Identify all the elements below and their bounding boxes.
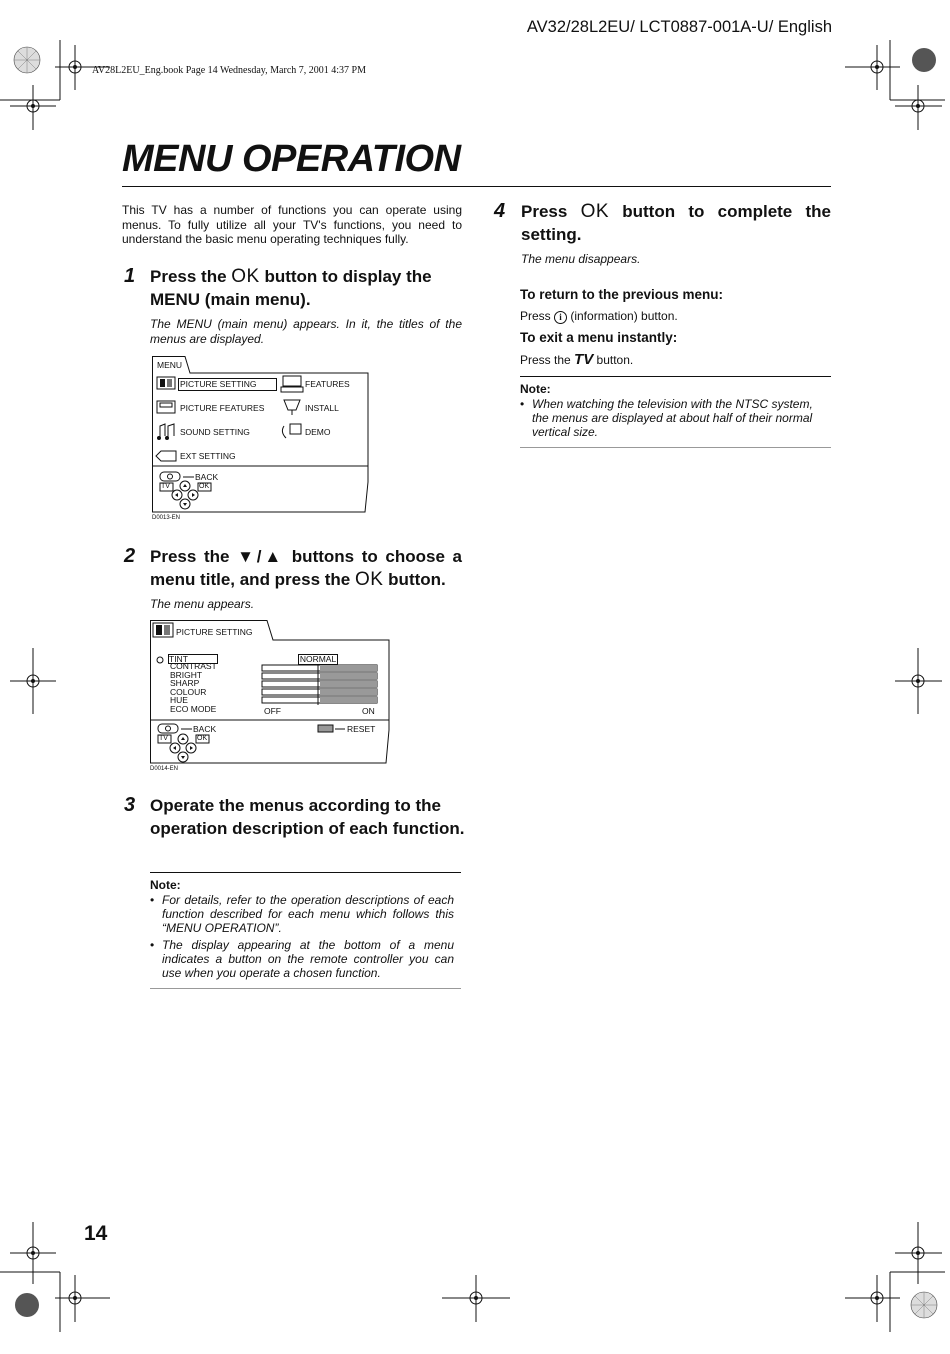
item-eco-mode[interactable]: ECO MODE — [170, 703, 217, 714]
step-3-number: 3 — [124, 794, 136, 816]
step-1-number: 1 — [124, 265, 136, 287]
back-label: BACK — [195, 472, 219, 482]
picture-setting-tab-label: PICTURE SETTING — [176, 627, 253, 637]
item-tint[interactable]: TINT — [168, 654, 218, 664]
item-bright[interactable]: BRIGHT — [170, 669, 203, 680]
step-2-description: The menu appears. — [150, 597, 255, 611]
note-left-top-rule — [150, 872, 461, 873]
note-left-title: Note: — [150, 878, 181, 892]
menu-item-ext-setting[interactable]: EXT SETTING — [180, 451, 236, 461]
step-1-description: The MENU (main menu) appears. In it, the titles of the menus are displayed. — [150, 317, 462, 346]
return-menu-text: Press i (information) button. — [520, 309, 678, 323]
book-line: AV28L2EU_Eng.book Page 14 Wednesday, March 7, 2001 4:37 PM — [92, 65, 366, 76]
step-4-description: The menu disappears. — [521, 252, 641, 266]
menu-item-picture-features[interactable]: PICTURE FEATURES — [180, 403, 265, 413]
step-4-number: 4 — [494, 200, 506, 222]
return-menu-heading: To return to the previous menu: — [520, 287, 724, 302]
tint-value: NORMAL — [299, 654, 337, 664]
note-right-title: Note: — [520, 382, 551, 396]
picture-item-list — [170, 662, 217, 713]
item-contrast[interactable]: CONTRAST — [170, 661, 217, 671]
info-icon: i — [554, 311, 567, 324]
step-4-heading: Press OK button to complete the setting. — [521, 201, 831, 244]
ok-button-glyph: OK — [231, 266, 260, 287]
figure-code-1: D0013-EN — [152, 515, 181, 521]
note-left-bottom-rule — [150, 988, 461, 989]
note-right-item: • When watching the television with the NTSC system, the menus are displayed at about half of their normal vertical size. — [520, 397, 813, 439]
picture-setting-osd — [150, 620, 395, 768]
item-sharp[interactable]: SHARP — [170, 678, 200, 688]
menu-item-install[interactable]: INSTALL — [305, 403, 339, 413]
model-line: AV32/28L2EU/ LCT0887-001A-U/ English — [526, 18, 832, 36]
on-label: ON — [362, 706, 375, 716]
menu-item-demo[interactable]: DEMO — [305, 427, 331, 437]
down-up-arrows: ▼/▲ — [237, 547, 285, 566]
step-1-heading: Press the OK button to display the MENU (main menu). — [150, 266, 432, 309]
ok-button-glyph: OK — [580, 201, 610, 222]
page-number: 14 — [84, 1222, 108, 1245]
note-left-list — [150, 893, 454, 980]
item-colour[interactable]: COLOUR — [170, 686, 207, 697]
off-label: OFF — [264, 706, 281, 716]
note-left-item: • For details, refer to the operation descriptions of each function described for each menu which follows this “MENU OPERATION”. — [150, 893, 454, 935]
note-right-list — [520, 397, 825, 439]
step-3-heading: Operate the menus according to the operation description of each function. — [150, 796, 465, 838]
item-hue[interactable]: HUE — [170, 695, 188, 705]
exit-menu-text: Press the TV button. — [520, 351, 634, 368]
reset-label: RESET — [347, 724, 376, 734]
menu-item-picture-setting[interactable]: PICTURE SETTING — [178, 378, 277, 391]
tv-key-label: TV — [161, 483, 170, 490]
note-right-top-rule — [520, 376, 831, 377]
main-menu-osd — [152, 356, 372, 518]
ok-key-label: OK — [197, 735, 208, 742]
back-label: BACK — [193, 724, 217, 734]
tv-key-label: TV — [159, 735, 168, 742]
exit-menu-heading: To exit a menu instantly: — [520, 330, 678, 345]
ok-button-glyph: OK — [355, 569, 384, 590]
step-2-number: 2 — [124, 545, 136, 567]
figure-code-2: D0014-EN — [150, 766, 179, 772]
page-title: MENU OPERATION — [122, 138, 461, 180]
ok-key-label: OK — [199, 483, 210, 490]
menu-item-features[interactable]: FEATURES — [305, 379, 350, 389]
tv-button-glyph: TV — [574, 351, 594, 368]
menu-tab-label: MENU — [157, 360, 183, 370]
note-right-bottom-rule — [520, 447, 831, 448]
step-2-heading: Press the ▼/▲ buttons to choose a menu title, and press the OK button. — [150, 547, 463, 590]
menu-item-sound-setting[interactable]: SOUND SETTING — [180, 427, 250, 437]
note-left-item: • The display appearing at the bottom of a menu indicates a button on the remote controller you can use when you operate a chosen function. — [150, 938, 454, 980]
intro-paragraph: This TV has a number of functions you can operate using menus. To fully utilize all your TV's functions, you need to understand the basic menu operating techniques fully. — [122, 203, 462, 246]
title-divider — [122, 186, 831, 187]
